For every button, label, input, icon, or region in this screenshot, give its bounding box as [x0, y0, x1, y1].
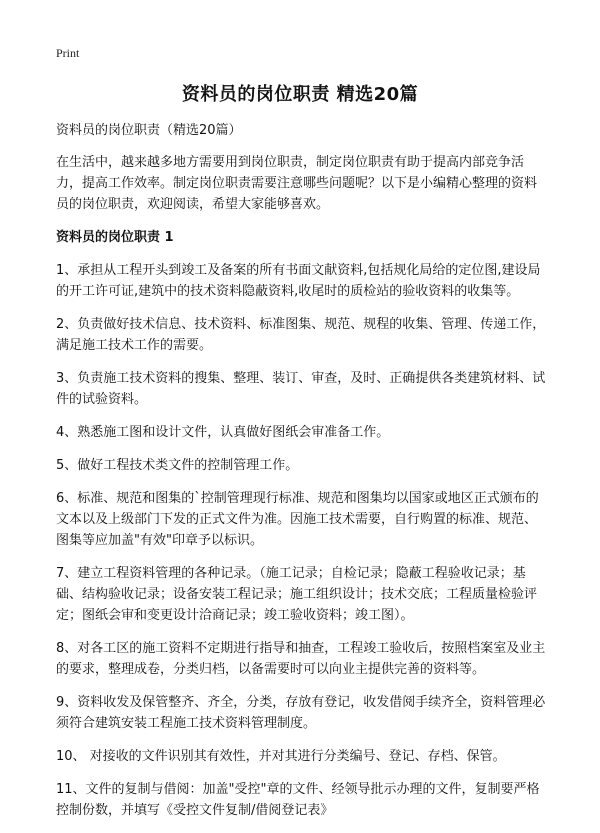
duty-item-4: 4、熟悉施工图和设计文件，认真做好图纸会审准备工作。 [56, 425, 390, 440]
duty-item-3: 3、负责施工技术资料的搜集、整理、装订、审查，及时、正确提供各类建筑材料、试件的试验资料。 [56, 371, 546, 407]
duty-item-8: 8、对各工区的施工资料不定期进行指导和抽查，工程竣工验收后，按照档案室及业主的要求，整理成卷，分类归档，以备需要时可以向业主提供完善的资料等。 [56, 641, 546, 677]
print-link[interactable]: Print [56, 46, 80, 60]
document-body [56, 120, 548, 833]
duty-item-6: 6、标准、规范和图集的`控制管理现行标准、规范和图集均以国家或地区正式颁布的文本以及上级部门下发的正式文件为准。因施工技术需要，自行购置的标准、规范、图集等应加盖"有效"印章予以标识。 [56, 491, 539, 548]
section-heading: 资料员的岗位职责 1 [56, 230, 174, 245]
duty-item-2: 2、负责做好技术信息、技术资料、标准图集、规范、规程的收集、管理、传递工作，满足施工技术工作的需要。 [56, 317, 546, 353]
duty-item-11: 11、文件的复制与借阅：加盖"受控"章的文件、经领导批示办理的文件，复制要严格控制份数，并填写《受控文件复制/借阅登记表》 [56, 782, 540, 818]
document-subtitle: 资料员的岗位职责（精选20篇） [56, 123, 242, 138]
duty-item-10: 10、 对接收的文件识别其有效性，并对其进行分类编号、登记、存档、保管。 [56, 749, 506, 764]
intro-paragraph: 在生活中，越来越多地方需要用到岗位职责，制定岗位职责有助于提高内部竞争活力，提高工作效率。制定岗位职责需要注意哪些问题呢？以下是小编精心整理的资料员的岗位职责，欢迎阅读，希望大家能够喜欢。 [56, 155, 538, 212]
duty-item-1: 1、承担从工程开头到竣工及备案的所有书面文献资料,包括规化局给的定位图,建设局的开工许可证,建筑中的技术资料隐蔽资料,收尾时的质检站的验收资料的收集等。 [56, 263, 541, 299]
duty-item-9: 9、资料收发及保管整齐、齐全，分类，存放有登记，收发借阅手续齐全，资料管理必须符合建筑安装工程施工技术资料管理制度。 [56, 695, 546, 731]
duty-item-5: 5、做好工程技术类文件的控制管理工作。 [56, 458, 299, 473]
document-title: 资料员的岗位职责 精选20篇 [181, 84, 419, 105]
duty-item-7: 7、建立工程资料管理的各种记录。（施工记录；自检记录；隐蔽工程验收记录；基础、结构验收记录；设备安装工程记录；施工组织设计；技术交底；工程质量检验评定；图纸会审和变更设计洽商记录；竣工验收资料；竣工图）。 [56, 566, 538, 623]
